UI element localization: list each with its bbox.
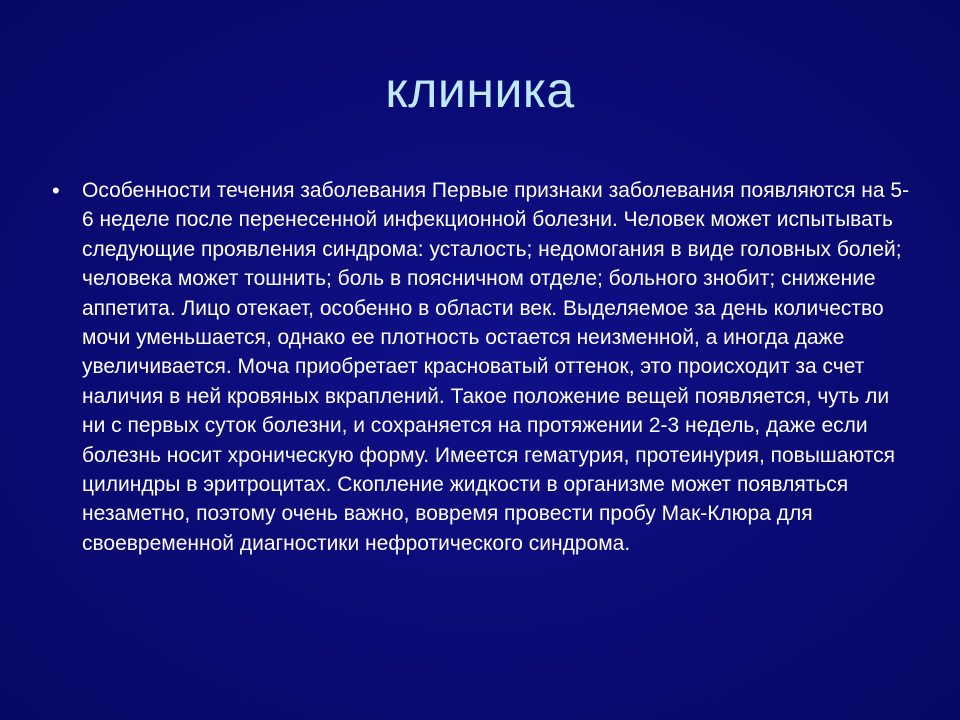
bullet-item bbox=[52, 176, 912, 558]
bullet-dot-icon: • bbox=[52, 178, 60, 203]
slide-content bbox=[52, 176, 912, 558]
slide-title: клиника bbox=[385, 62, 575, 118]
bullet-text: Особенности течения заболевания Первые признаки заболевания появляются на 5-6 неделе после перенесенной инфекционной болезни. Человек может испытывать следующие проявления синдрома: усталость; недомогания в виде головных болей; человека может тошнить; боль в поясничном отделе; больного знобит; снижение аппетита. Лицо отекает, особенно в области век. Выделяемое за день количество мочи уменьшается, однако ее плотность остается неизменной, а иногда даже увеличивается. Моча приобретает красноватый оттенок, это происходит за счет наличия в ней кровяных вкраплений. Такое положение вещей появляется, чуть ли ни с первых суток болезни, и сохраняется на протяжении 2-3 недель, даже если болезнь носит хроническую форму. Имеется гематурия, протеинурия, повышаются цилиндры в эритроцитах. Скопление жидкости в организме может появляться незаметно, поэтому очень важно, вовремя провести пробу Мак-Клюра для своевременной диагностики нефротического синдрома. bbox=[82, 179, 910, 555]
